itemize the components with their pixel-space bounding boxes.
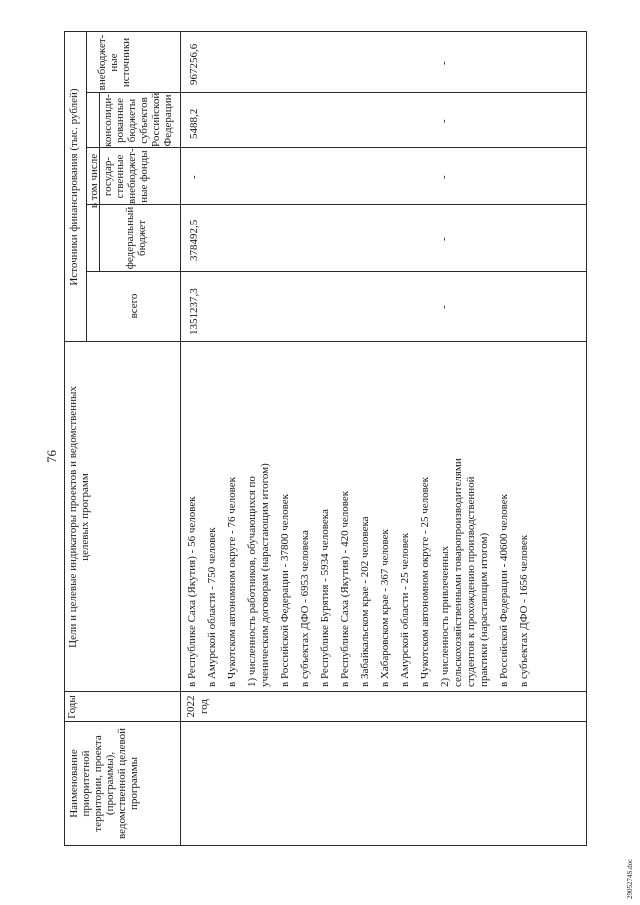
indicator-line: в Амурской области - 25 человек [399, 532, 411, 687]
table-bottom-border [586, 32, 587, 846]
header-sources-title: Источники финансирования (тыс. рублей) [68, 88, 80, 286]
table-left-border [64, 845, 587, 846]
indicator-line: в Хабаровском крае - 367 человек [379, 529, 391, 687]
indicator-line: в Чукотском автономном округе - 25 человек [419, 477, 431, 687]
indicator-line: в Забайкальском крае - 202 человека [359, 516, 371, 687]
dash-federal: - [438, 237, 450, 241]
header-extra-budget: внебюджет- ные источники [96, 34, 132, 91]
indicator-line: в Республике Саха (Якутия) - 420 человек [339, 490, 351, 687]
indicator-line: ученическим договорам (нарастающим итогом) [259, 463, 271, 687]
header-bottom-border [180, 32, 181, 846]
indicator-line: в Республике Саха (Якутия) - 56 человек [186, 496, 198, 687]
indicator-line: в Амурской области - 750 человек [206, 527, 218, 687]
value-federal: 378492,5 [188, 219, 200, 261]
header-total: всего [128, 293, 140, 319]
header-state-funds: государ- ственные внебюджет- ные фонды [102, 148, 150, 204]
dash-total: - [438, 305, 450, 309]
col-sep-sources [64, 341, 587, 342]
indicator-line: сельскохозяйственными товаропроизводителями [452, 458, 464, 687]
indicators-list [186, 343, 538, 687]
header-including: в том числе [88, 153, 100, 209]
header-goals: Цели и целевые индикаторы проектов и ведомственных целевых программ [67, 386, 91, 648]
indicator-line: в субъектах ДФО - 6953 человека [299, 530, 311, 687]
page-number: 76 [44, 450, 59, 463]
indicator-line: в Российской Федерации - 37800 человек [279, 493, 291, 687]
indicator-line: 2) численность привлеченных [439, 545, 451, 687]
value-total: 1351237,3 [188, 288, 200, 335]
col-sep-federal [86, 271, 587, 272]
header-years: Годы [66, 695, 78, 719]
value-consolidated: 5488,2 [188, 108, 200, 139]
col-sep-years [64, 721, 587, 722]
row-year: 2022 год [185, 695, 210, 718]
table-right-border [64, 31, 587, 32]
col-sep-state-funds [86, 204, 587, 205]
dash-state-funds: - [438, 175, 450, 179]
indicator-line: в Чукотском автономном округе - 76 человек [226, 477, 238, 687]
indicator-line: в Республике Бурятия - 5934 человека [319, 509, 331, 687]
indicator-line: 1) численность работников, обучающихся по [246, 476, 258, 687]
value-extra-budget: 967256,6 [188, 43, 200, 85]
dash-consolidated: - [438, 119, 450, 123]
indicator-line: в Российской Федерации - 40600 человек [498, 493, 510, 687]
header-territory: Наименование приоритетной территории, проекта (программы), ведомственной целевой программы [68, 728, 140, 839]
document-id: 2905274S.doc [626, 858, 634, 899]
indicator-line: практики (нарастающим итогом) [478, 532, 490, 687]
col-sep-goals [64, 691, 587, 692]
header-consolidated: консолиди- рованные бюджеты субъектов Российской Федерации [102, 92, 174, 147]
indicator-line: студентов к прохождению производственной [465, 476, 477, 687]
table-top-border [64, 32, 65, 846]
header-federal: федеральный бюджет [124, 206, 148, 270]
indicator-line: в субъектах ДФО - 1656 человек [518, 534, 530, 687]
value-state-funds: - [188, 175, 200, 179]
sources-title-border [86, 32, 87, 342]
dash-extra-budget: - [438, 61, 450, 65]
col-sep-consolidated [86, 147, 587, 148]
